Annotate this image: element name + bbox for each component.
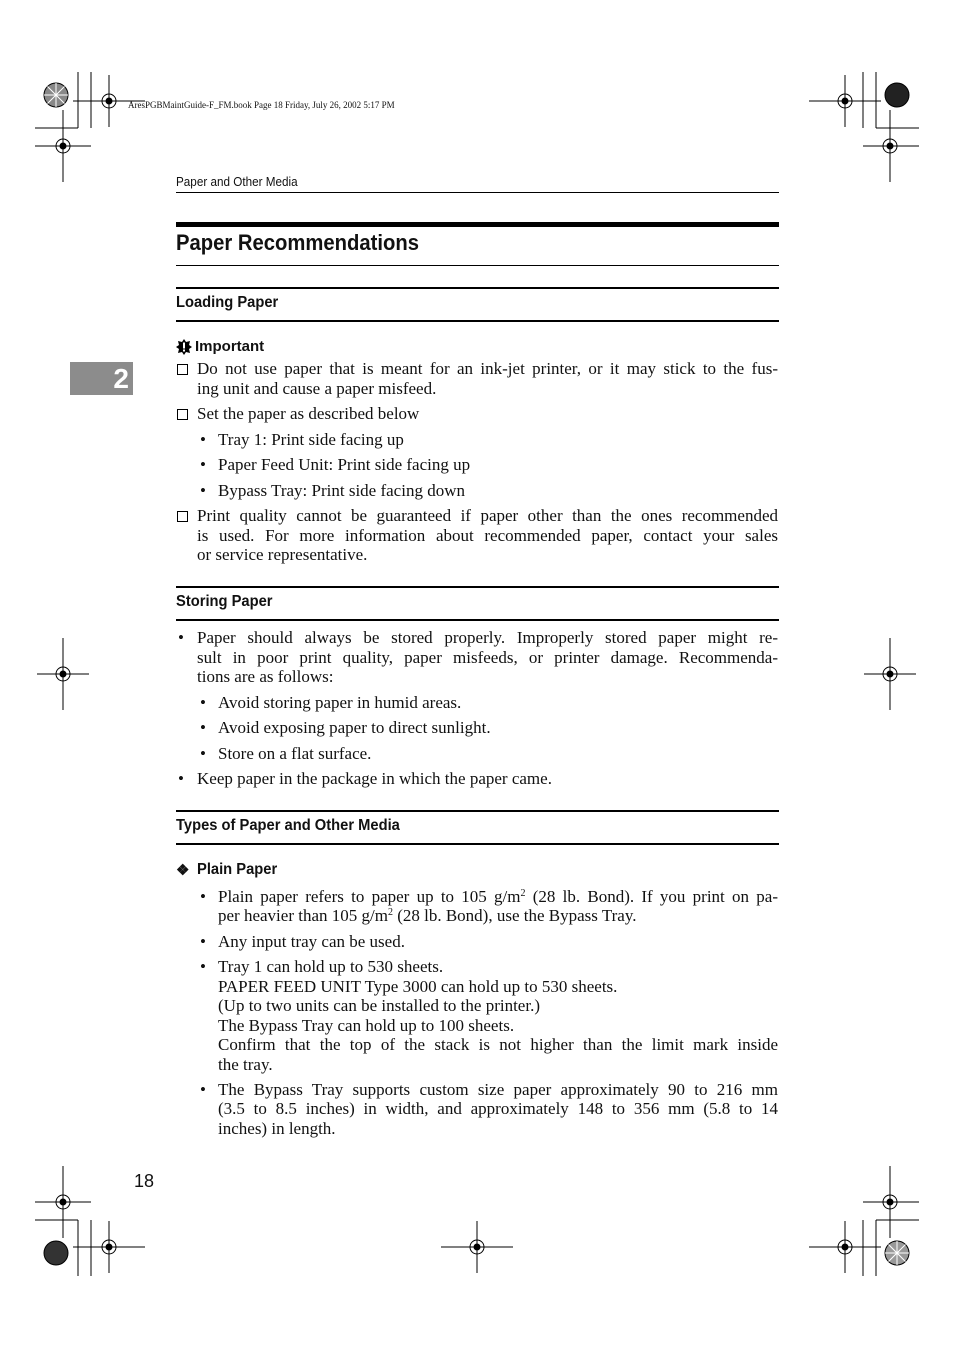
section-rule <box>176 619 779 621</box>
running-head: Paper and Other Media <box>176 174 298 189</box>
storing-bullet-1-line-3: tions are as follows: <box>197 667 334 686</box>
loading-item-3-line-3: or service representative. <box>197 545 368 564</box>
section-heading-types: Types of Paper and Other Media <box>176 817 400 834</box>
bypass-size-line-3: inches) in length. <box>218 1119 336 1138</box>
bullet-icon: • <box>200 744 206 763</box>
plain-paper-line-2: per heavier than 105 $g/m^2$ (28 lb. Bond), use the Bypass Tray. <box>218 906 637 925</box>
checkbox-icon <box>177 511 188 522</box>
loading-item-1-line-2: ing unit and cause a paper misfeed. <box>197 379 437 398</box>
section-rule <box>176 586 779 588</box>
bullet-icon: • <box>200 455 206 474</box>
page-title: Paper Recommendations <box>176 230 419 255</box>
bullet-icon: • <box>178 628 184 647</box>
plain-paper-item-2: Any input tray can be used. <box>218 932 405 951</box>
bullet-icon: • <box>178 769 184 788</box>
loading-item-1-line-1: Do not use paper that is meant for an ink-jet printer, or it may stick to the fus- <box>197 359 778 378</box>
section-rule <box>176 320 779 322</box>
bullet-icon: • <box>200 932 206 951</box>
bullet-icon: • <box>200 887 206 906</box>
title-rule-bottom <box>176 265 779 266</box>
bullet-icon: • <box>200 718 206 737</box>
tray-capacity-line: the tray. <box>218 1055 273 1074</box>
bullet-icon: • <box>200 1080 206 1099</box>
printer-slug: AresPGBMaintGuide-F_FM.book Page 18 Friday, July 26, 2002 5:17 PM <box>128 100 395 110</box>
sub-item: Tray 1: Print side facing up <box>218 430 404 449</box>
page-number: 18 <box>134 1171 155 1191</box>
storing-bullet-1-line-2: sult in poor print quality, paper misfeeds, or printer damage. Recommenda- <box>197 648 778 667</box>
bullet-icon: • <box>200 957 206 976</box>
diamond-bullet-icon: ❖ <box>176 862 190 879</box>
sub-item: Bypass Tray: Print side facing down <box>218 481 465 500</box>
sub-item: Avoid exposing paper to direct sunlight. <box>218 718 491 737</box>
tray-capacity-line: PAPER FEED UNIT Type 3000 can hold up to 530 sheets. <box>218 977 618 996</box>
sub-item: Avoid storing paper in humid areas. <box>218 693 462 712</box>
checkbox-icon <box>177 409 188 420</box>
tray-capacity-line: (Up to two units can be installed to the printer.) <box>218 996 540 1015</box>
section-heading-storing: Storing Paper <box>176 593 273 610</box>
bullet-icon: • <box>200 430 206 449</box>
section-heading-loading: Loading Paper <box>176 294 279 311</box>
loading-item-3-line-2: is used. For more information about recommended paper, contact your sales <box>197 526 778 545</box>
title-rule-top <box>176 222 779 227</box>
section-rule <box>176 287 779 289</box>
bullet-icon: • <box>200 693 206 712</box>
plain-paper-heading <box>176 861 285 879</box>
important-label <box>176 338 264 355</box>
tray-capacity-line: The Bypass Tray can hold up to 100 sheets. <box>218 1016 515 1035</box>
loading-item-3-line-1: Print quality cannot be guaranteed if paper other than the ones recommended <box>197 506 778 525</box>
storing-bullet-2: Keep paper in the package in which the paper came. <box>197 769 552 788</box>
sub-item: Store on a flat surface. <box>218 744 372 763</box>
plain-paper-heading-text: Plain Paper <box>197 861 278 878</box>
header-rule <box>176 192 779 193</box>
tray-capacity-line: Tray 1 can hold up to 530 sheets. <box>218 957 444 976</box>
bypass-size-line-1: The Bypass Tray supports custom size paper approximately 90 to 216 mm <box>218 1080 778 1099</box>
loading-item-2: Set the paper as described below <box>197 404 420 423</box>
important-badge-icon <box>176 339 192 355</box>
chapter-tab: 2 <box>70 362 133 395</box>
important-text: Important <box>195 338 265 355</box>
sub-item: Paper Feed Unit: Print side facing up <box>218 455 471 474</box>
checkbox-icon <box>177 364 188 375</box>
bullet-icon: • <box>200 481 206 500</box>
section-rule <box>176 843 779 845</box>
section-rule <box>176 810 779 812</box>
tray-capacity-line: Confirm that the top of the stack is not higher than the limit mark inside <box>218 1035 778 1054</box>
plain-paper-line-1: Plain paper refers to paper up to 105 $g/m^2$ (28 lb. Bond). If you print on pa- <box>218 887 778 906</box>
bypass-size-line-2: (3.5 to 8.5 inches) in width, and approximately 148 to 356 mm (5.8 to 14 <box>218 1099 778 1118</box>
storing-bullet-1-line-1: Paper should always be stored properly. Improperly stored paper might re- <box>197 628 778 647</box>
